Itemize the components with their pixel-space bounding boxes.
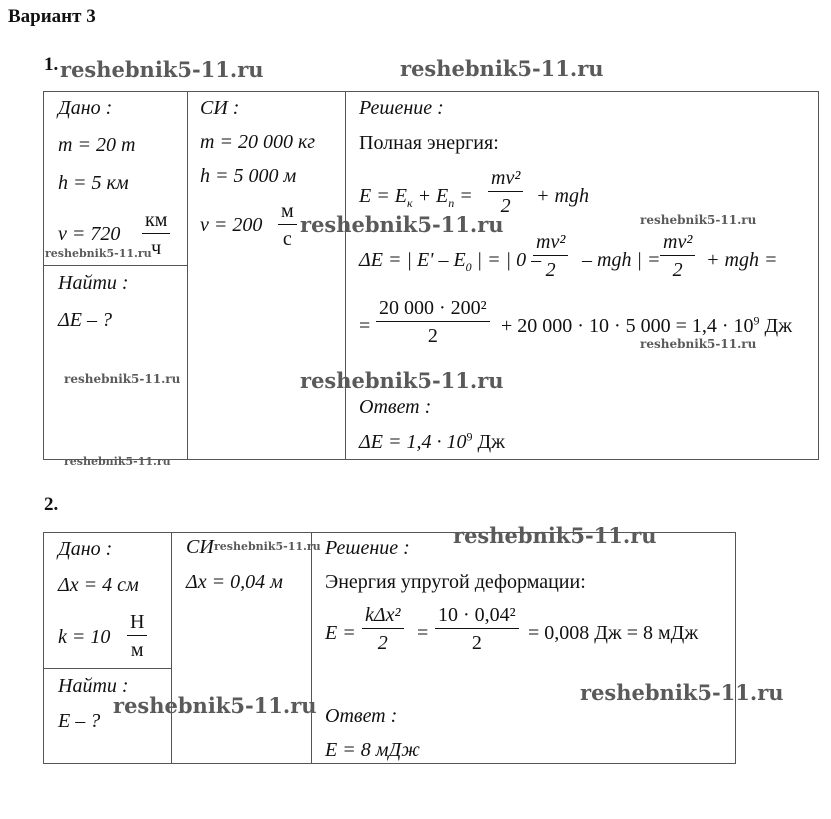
problem-1-si-speed: v = 200 [200,214,263,236]
problem-1-si-mass: m = 20 000 кг [200,131,316,153]
problem-1-solution-header: Решение : [359,97,444,119]
problem-1-eq1-lhs: $E = E_к + E_п$ = [359,185,473,210]
problem-1-eq1-fraction: $\frac{\text{mv²}}{2}$ [488,168,523,216]
problem-1-given-speed: v = 720 [58,223,121,245]
problem-1-given-height: h = 5 км [58,172,129,194]
watermark: reshebnik5-11.ru [214,540,321,553]
problem-2-solution-intro: Энергия упругой деформации: [325,571,586,593]
problem-1-given-mass: m = 20 т [58,134,136,156]
problem-1-divider-find [43,265,187,266]
problem-1-si-header: СИ : [200,97,240,119]
watermark: reshebnik5-11.ru [453,523,657,548]
problem-2-eq-tail: = 0,008 Дж = 8 мДж [528,622,699,644]
problem-1-eq3-tail: + 20 000 · 10 · 5 $000 = 1,4 \cdot 10^9$ Дж [501,313,793,337]
problem-1-divider-given [187,91,188,460]
problem-1-eq2-tail: + mgh = [706,249,778,271]
problem-1-eq2-lhs: ΔE = | E' – $E_0$ | = | 0 – [359,249,542,274]
problem-1-number: 1. [44,54,59,75]
problem-1-eq1-tail: + mgh [536,185,589,207]
problem-2-si-dx: Δx = 0,04 м [186,571,283,593]
problem-2-eq-lhs: E = [325,622,356,644]
problem-2-given-dx: Δx = 4 см [58,574,139,596]
problem-2-si-header: СИ [186,536,214,558]
si-speed-unit-den: с [282,228,292,250]
problem-2-number: 2. [44,494,59,515]
problem-2-given-header: Дано : [58,538,113,560]
speed-unit-num: км [142,210,170,234]
problem-2-find: E – ? [58,710,101,732]
problem-2-find-header: Найти : [58,675,129,697]
problem-2-eq-fraction-1: kΔx² 2 [362,605,404,653]
problem-2-divider-si [311,532,312,764]
problem-2-eq-eq: = [417,622,429,644]
problem-2-given-k: k = 10 [58,626,111,648]
watermark: reshebnik5-11.ru [300,368,504,393]
problem-1-eq2-fraction-1: $\frac{\text{mv²}}{2}$ [533,232,568,280]
page-title: Вариант 3 [8,6,96,27]
problem-1-eq3-fraction: $\frac{\text{20 000 · 200²}}{2}$ [376,298,490,346]
problem-2-answer: E = 8 мДж [325,739,420,761]
problem-1-divider-si [345,91,346,460]
problem-1-si-speed-unit [278,201,297,249]
problem-1-eq2-fraction-2: $\frac{\text{mv²}}{2}$ [660,232,695,280]
watermark: reshebnik5-11.ru [60,57,264,82]
watermark: reshebnik5-11.ru [580,680,784,705]
watermark: reshebnik5-11.ru [400,56,604,81]
problem-2-divider-given [171,532,172,764]
problem-1-given-header: Дано : [58,97,113,119]
watermark: reshebnik5-11.ru [640,213,757,227]
watermark: reshebnik5-11.ru [64,372,181,386]
problem-2-solution-header: Решение : [325,537,410,559]
watermark: reshebnik5-11.ru [300,212,504,237]
problem-1-si-height: h = 5 000 м [200,165,297,187]
watermark: reshebnik5-11.ru [113,693,317,718]
watermark: reshebnik5-11.ru [45,247,152,260]
problem-2-k-unit: Н м [127,612,147,660]
watermark: reshebnik5-11.ru [640,337,757,351]
problem-1-answer: $\Delta E = 1,4 \cdot 10^9$ Дж [359,429,505,453]
problem-2-answer-header: Ответ : [325,705,398,727]
problem-2-eq-fraction-2: $\frac{\text{10 · 0,04²}}{2}$ [435,605,519,653]
watermark: reshebnik5-11.ru [64,455,171,468]
problem-1-eq3-eq: = [359,315,371,337]
si-speed-unit-num: м [278,201,297,225]
speed-unit-den: ч [151,237,162,259]
problem-1-find-header: Найти : [58,272,129,294]
problem-1-answer-header: Ответ : [359,396,432,418]
problem-2-divider-find [43,668,171,669]
problem-1-find: ΔE – ? [58,309,112,331]
problem-1-eq2-mid: – mgh | = [582,249,661,271]
problem-1-solution-intro: Полная энергия: [359,132,499,154]
